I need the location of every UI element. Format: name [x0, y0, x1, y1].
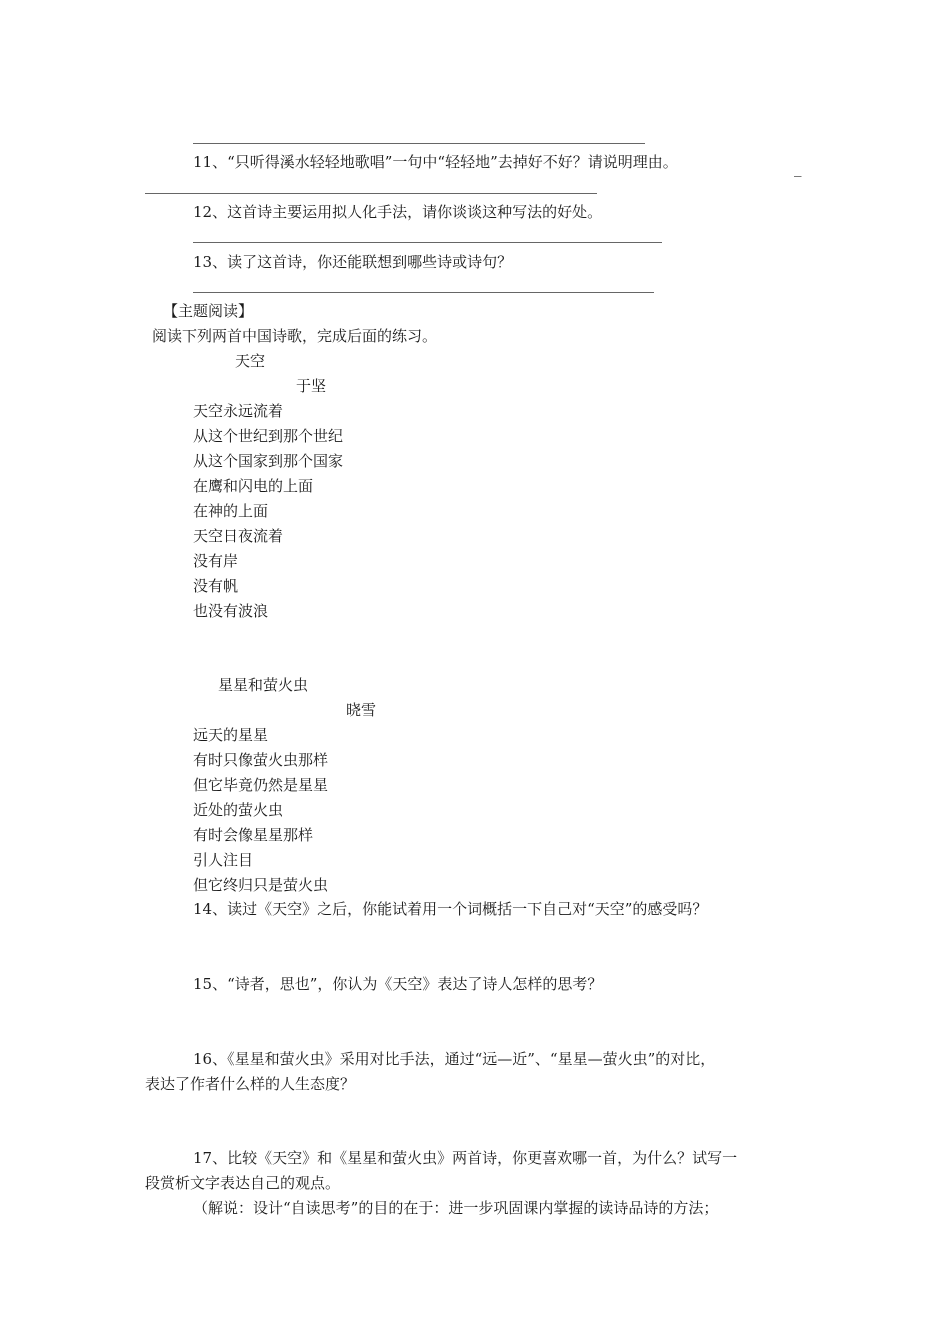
poem1-line: 从这个世纪到那个世纪 — [193, 427, 344, 445]
poem1-line: 在神的上面 — [193, 502, 269, 520]
answer-line-11 — [145, 193, 597, 194]
explanation-note: （解说：设计“自读思考”的目的在于：进一步巩固课内掌握的读诗品诗的方法； — [193, 1199, 719, 1217]
poem1-line: 在鹰和闪电的上面 — [193, 477, 314, 495]
answer-line-12 — [193, 242, 662, 243]
poem1-title: 天空 — [235, 352, 266, 370]
question-16-line1: 16、《星星和萤火虫》采用对比手法，通过“远—近”、“星星—萤火虫”的对比， — [193, 1050, 716, 1068]
question-12: 12、这首诗主要运用拟人化手法，请你谈谈这种写法的好处。 — [193, 203, 603, 221]
question-11: 11、“只听得溪水轻轻地歌唱”一句中“轻轻地”去掉好不好？请说明理由。 — [193, 153, 678, 171]
poem1-line: 没有岸 — [193, 552, 239, 570]
poem2-line: 但它毕竟仍然是星星 — [193, 776, 329, 794]
section-title: 【主题阅读】 — [163, 302, 254, 320]
poem2-line: 近处的萤火虫 — [193, 801, 284, 819]
answer-line-13 — [193, 292, 654, 293]
poem2-line: 远天的星星 — [193, 726, 269, 744]
poem1-line: 从这个国家到那个国家 — [193, 452, 344, 470]
poem1-line: 天空永远流着 — [193, 402, 284, 420]
instruction: 阅读下列两首中国诗歌，完成后面的练习。 — [152, 327, 438, 345]
poem1-author: 于坚 — [296, 377, 327, 395]
question-14: 14、读过《天空》之后，你能试着用一个词概括一下自己对“天空”的感受吗？ — [193, 900, 708, 918]
question-13: 13、读了这首诗，你还能联想到哪些诗或诗句？ — [193, 253, 513, 271]
poem1-line: 也没有波浪 — [193, 602, 269, 620]
poem2-line: 但它终归只是萤火虫 — [193, 876, 329, 894]
poem1-line: 没有帆 — [193, 577, 239, 595]
poem2-line: 引人注目 — [193, 851, 254, 869]
question-11-blank: _ — [794, 159, 802, 177]
poem2-title: 星星和萤火虫 — [218, 676, 309, 694]
answer-line-10 — [193, 143, 645, 144]
question-16-line2: 表达了作者什么样的人生态度？ — [145, 1075, 356, 1093]
poem1-line: 天空日夜流着 — [193, 527, 284, 545]
question-17-line1: 17、比较《天空》和《星星和萤火虫》两首诗，你更喜欢哪一首，为什么？试写一 — [193, 1149, 738, 1167]
poem2-line: 有时会像星星那样 — [193, 826, 314, 844]
question-15: 15、“诗者，思也”，你认为《天空》表达了诗人怎样的思考？ — [193, 975, 603, 993]
question-17-line2: 段赏析文字表达自己的观点。 — [145, 1174, 341, 1192]
poem2-author: 晓雪 — [346, 701, 377, 719]
poem2-line: 有时只像萤火虫那样 — [193, 751, 329, 769]
